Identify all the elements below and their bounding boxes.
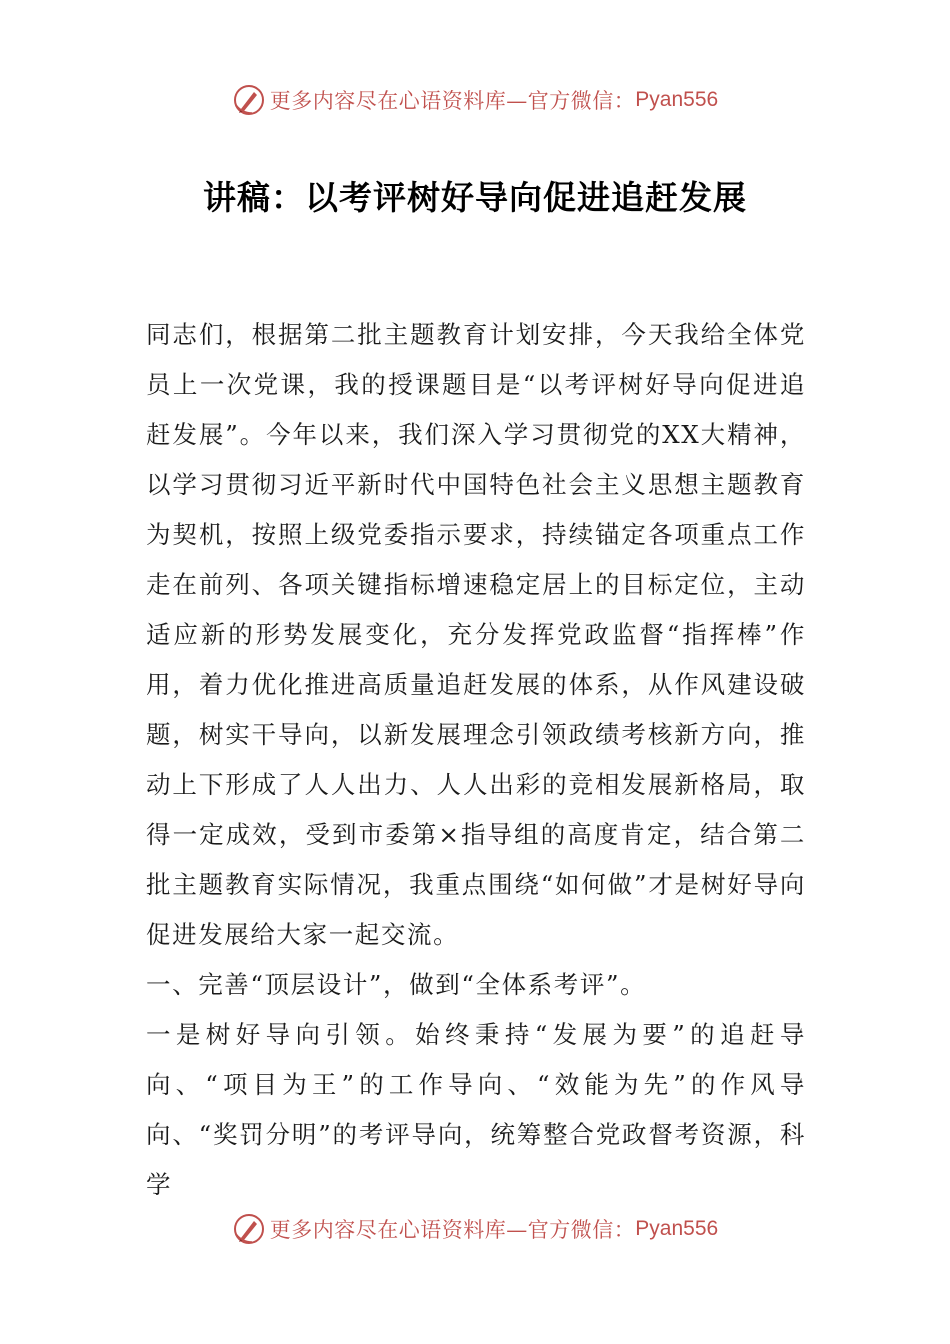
watermark-text: 更多内容尽在心语资料库—官方微信： bbox=[269, 89, 636, 113]
document-body bbox=[146, 310, 806, 1210]
paragraph-point-one: 一是树好导向引领。始终秉持“发展为要”的追赶导向、“项目为王”的工作导向、“效能为先”的作风导向、“奖罚分明”的考评导向，统筹整合党政督考资源，科学 bbox=[146, 1020, 806, 1199]
watermark-footer bbox=[0, 1212, 950, 1246]
paragraph-intro: 同志们，根据第二批主题教育计划安排，今天我给全体党员上一次党课，我的授课题目是“以考评树好导向促进追赶发展”。今年以来，我们深入学习贯彻党的XX大精神，以学习贯彻习近平新时代中国特色社会主义思想主题教育为契机，按照上级党委指示要求，持续锚定各项重点工作走在前列、各项关键指标增速稳定居上的目标定位，主动适应新的形势发展变化，充分发挥党政监督“指挥棒”作用，着力优化推进高质量追赶发展的体系，从作风建设破题，树实干导向，以新发展理念引领政绩考核新方向，推动上下形成了人人出力、人人出彩的竞相发展新格局，取得一定成效，受到市委第×指导组的高度肯定，结合第二批主题教育实际情况，我重点围绕“如何做”才是树好导向促进发展给大家一起交流。 bbox=[146, 320, 806, 949]
watermark-header bbox=[0, 83, 950, 117]
watermark-wechat-id: Pyan556 bbox=[635, 1217, 719, 1240]
paragraph-section-heading: 一、完善“顶层设计”，做到“全体系考评”。 bbox=[146, 970, 647, 999]
watermark-text: 更多内容尽在心语资料库—官方微信： bbox=[269, 1218, 636, 1242]
pen-circle-icon bbox=[232, 83, 266, 117]
pen-circle-icon bbox=[232, 1212, 266, 1246]
watermark-wechat-id: Pyan556 bbox=[635, 88, 719, 111]
document-title: 讲稿：以考评树好导向促进追赶发展 bbox=[203, 178, 747, 217]
